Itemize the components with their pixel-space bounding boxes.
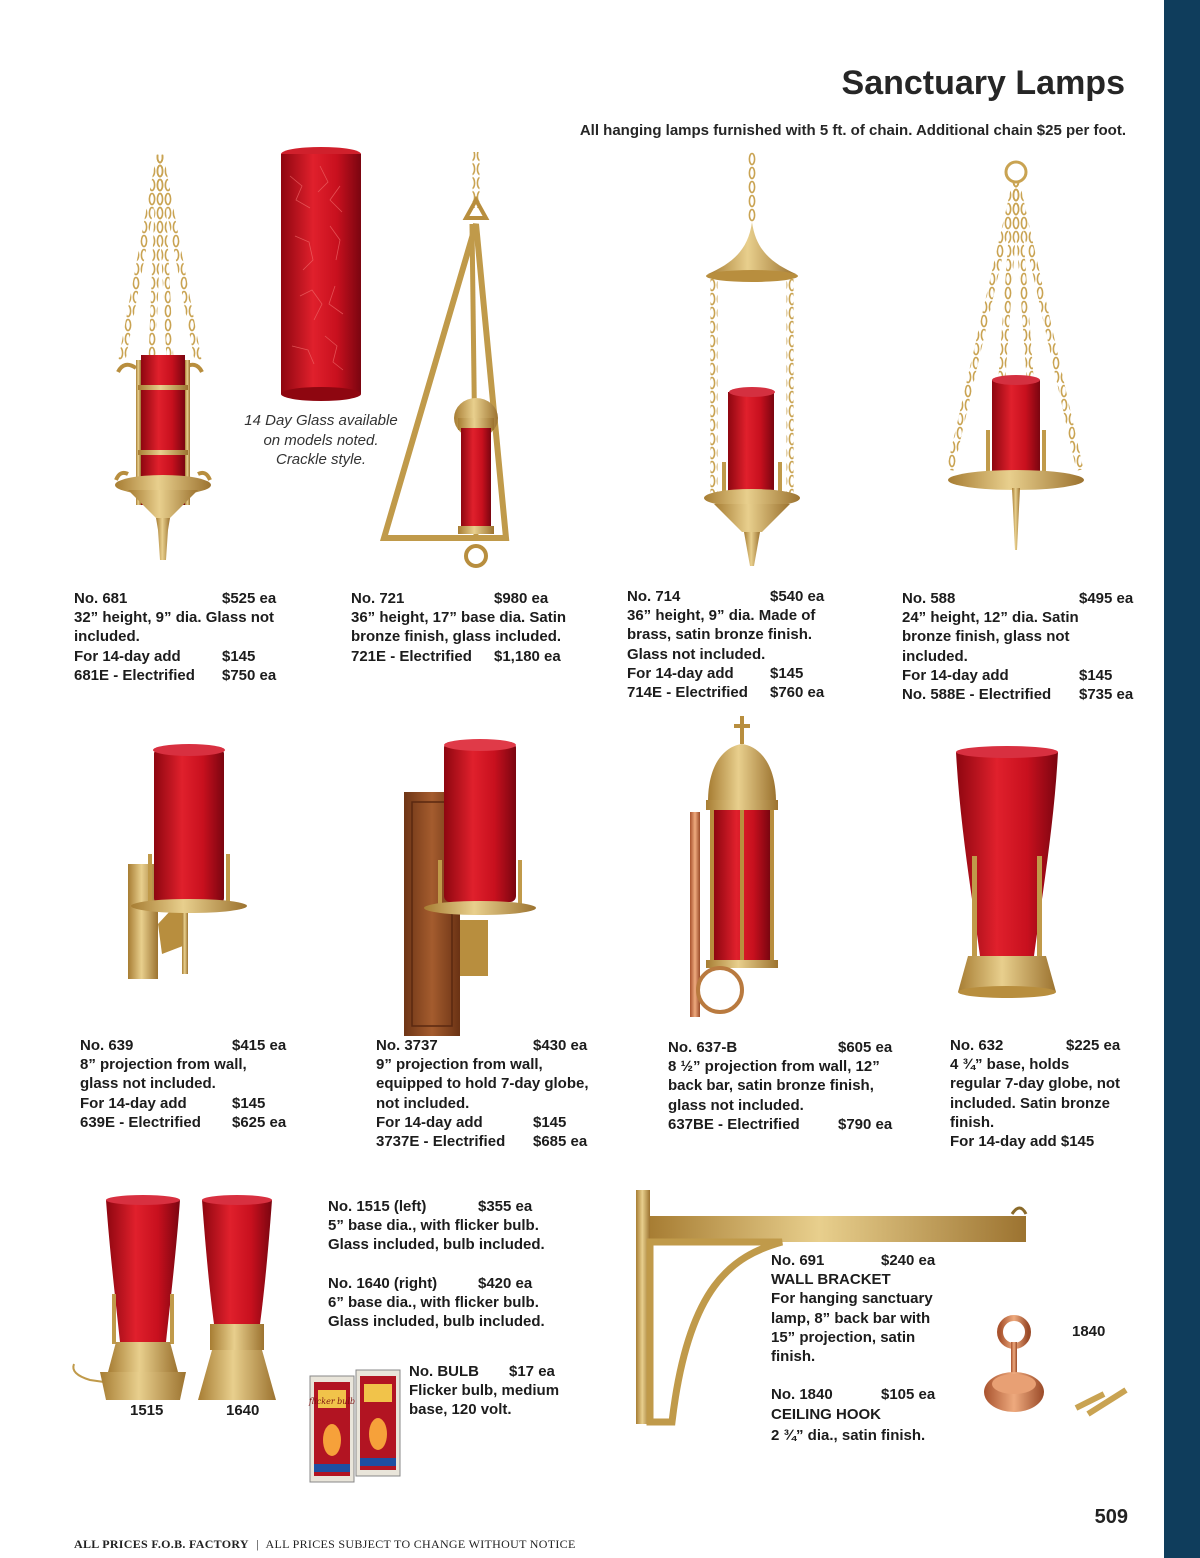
product-691-1840-description: No. 691 $240 ea WALL BRACKET For hanging sanctuary lamp, 8” back bar with 15” projection, satin finish. No. 1840 $105 ea CEILING HOOK 2 ¾” dia., satin finish. <box>771 1252 936 1444</box>
product-639-description: No. 639 $415 ea 8” projection from wall, glass not included. For 14-day add $145 639E - Electrified $625 ea <box>80 1037 287 1131</box>
label-1640: 1640 <box>226 1402 260 1419</box>
lamp-681-image <box>108 150 218 570</box>
product-1515-1640-description: No. 1515 (left) $355 ea 5” base dia., with flicker bulb. Glass included, bulb included. No. 1640 (right) $420 ea 6” base dia., with flicker bulb. Glass included, bulb included. <box>328 1198 545 1331</box>
crackle-glass-image <box>280 146 362 402</box>
product-632-description: No. 632 $225 ea 4 ¾” base, holds regular 7-day globe, not included. Satin bronze finish. For 14-day add $145 <box>950 1037 1121 1151</box>
label-1515: 1515 <box>130 1402 164 1419</box>
lamp-639-image <box>122 744 252 984</box>
page-title: Sanctuary Lamps <box>841 64 1125 102</box>
product-721-description: No. 721 $980 ea 36” height, 17” base dia. Satin bronze finish, glass included. 721E - Electrified $1,180 ea <box>351 590 567 665</box>
footer-fob: ALL PRICES F.O.B. FACTORY <box>74 1537 249 1551</box>
footer-separator: | <box>256 1537 259 1551</box>
lamp-714-image <box>700 152 804 572</box>
lamps-1515-1640-image <box>70 1194 290 1404</box>
lamp-588-image <box>940 160 1090 560</box>
footer-notice: ALL PRICES SUBJECT TO CHANGE WITHOUT NOTICE <box>265 1537 576 1551</box>
page-footer <box>74 1537 576 1552</box>
product-3737-description: No. 3737 $430 ea 9” projection from wall, equipped to hold 7-day globe, not included. For 14-day add $145 3737E - Electrified $685 ea <box>376 1037 589 1151</box>
page-subtitle: All hanging lamps furnished with 5 ft. of chain. Additional chain $25 per foot. <box>579 122 1126 139</box>
page-number: 509 <box>1094 1506 1128 1528</box>
product-bulb-description: No. BULB $17 ea Flicker bulb, medium base, 120 volt. <box>409 1363 560 1419</box>
product-588-description: No. 588 $495 ea 24” height, 12” dia. Satin bronze finish, glass not included. For 14-day add $145 No. 588E - Electrified $735 ea <box>902 590 1134 704</box>
product-714-description: No. 714 $540 ea 36” height, 9” dia. Made of brass, satin bronze finish. Glass not included. For 14-day add $145 714E - Electrified $760 ea <box>627 588 825 702</box>
page-edge-bar <box>1164 0 1200 1558</box>
label-1840: 1840 <box>1072 1323 1106 1340</box>
bulb-box-text: flicker bulb <box>308 1397 356 1406</box>
lamp-3737-image <box>404 740 534 1040</box>
ceiling-hook-1840-image <box>980 1312 1130 1422</box>
lamp-721-image <box>372 148 512 578</box>
crackle-glass-note: 14 Day Glass available on models noted. Crackle style. <box>244 412 398 468</box>
lamp-632-image <box>952 746 1062 1000</box>
flicker-bulb-box-image <box>308 1368 404 1484</box>
product-637b-description: No. 637-B $605 ea 8 ½” projection from wall, 12” back bar, satin bronze finish, glass not included. 637BE - Electrified $790 ea <box>668 1039 893 1133</box>
product-681-description: No. 681 $525 ea 32” height, 9” dia. Glass not included. For 14-day add $145 681E - Electrified $750 ea <box>74 590 277 684</box>
lamp-637b-image <box>688 712 788 1022</box>
